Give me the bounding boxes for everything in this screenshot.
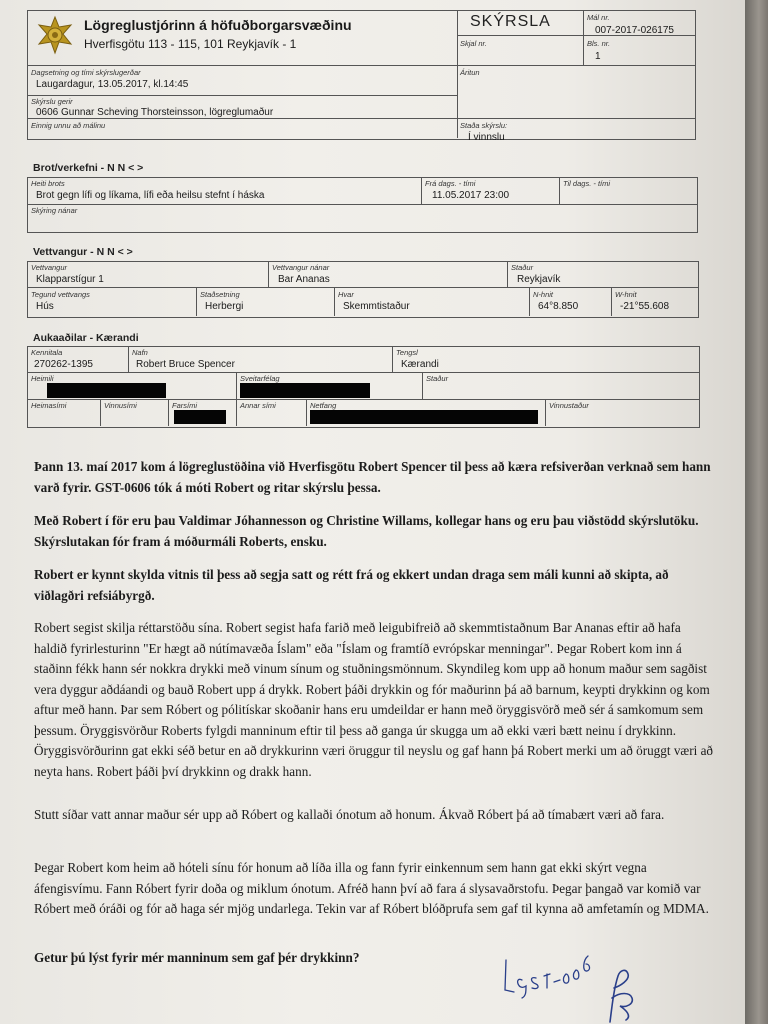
- redacted-email: [310, 410, 538, 424]
- relation-label: Tengsl: [396, 348, 418, 357]
- email-label: Netfang: [310, 401, 337, 410]
- location-value: Klapparstígur 1: [36, 274, 104, 285]
- report-date: Laugardagur, 13.05.2017, kl.14:45: [36, 79, 189, 90]
- handwritten-initials: [500, 940, 600, 1002]
- from-date: 11.05.2017 23:00: [432, 190, 510, 201]
- report-author: 0606 Gunnar Scheving Thorsteinsson, lögreglumaður: [36, 107, 274, 118]
- date-label: Dagsetning og tími skýrslugerðar: [31, 68, 141, 77]
- page-edge: [745, 0, 768, 1024]
- name-label: Nafn: [132, 348, 148, 357]
- from-date-label: Frá dags. - tími: [425, 179, 476, 188]
- redacted-address: [47, 383, 166, 398]
- paragraph-attendees: Með Robert í för eru þau Valdimar Jóhannesson og Christine Willams, kollegar hans og eru þau viðstödd skýrslutöku. Skýrslutakan fór fram á móðurmáli Roberts, ensku.: [34, 513, 699, 549]
- municipality-label: Sveitarfélag: [240, 374, 280, 383]
- page-number: 1: [595, 51, 601, 62]
- position-value: Herbergi: [205, 301, 244, 312]
- location-section-title: Vettvangur - N N < >: [33, 246, 133, 258]
- north-coordinate-label: N-hnit: [533, 290, 554, 299]
- document-type: SKÝRSLA: [470, 13, 551, 30]
- address-label: Heimili: [31, 374, 54, 383]
- home-phone-label: Heimasími: [31, 401, 67, 410]
- location-detail: Bar Ananas: [278, 274, 330, 285]
- case-number: 007-2017-026175: [595, 25, 674, 36]
- position-label: Staðsetning: [200, 290, 240, 299]
- endorsement-label: Áritun: [460, 68, 480, 77]
- paragraph-departure: Stutt síðar vatt annar maður sér upp að Róbert og kallaði ónotum að honum. Ákvað Róbert þá að tímabært væri að fara.: [34, 807, 665, 822]
- west-coordinate: -21°55.608: [620, 301, 670, 312]
- handwritten-signature: [590, 958, 650, 1024]
- to-date-label: Til dags. - tími: [563, 179, 611, 188]
- location-type: Hús: [36, 301, 54, 312]
- paragraph-witness-duty: Robert er kynnt skylda vitnis til þess að segja satt og rétt frá og ekkert undan draga sem máli kunni að skipta, að viðlagðri refsiábyrgð.: [34, 567, 669, 603]
- other-phone-label: Annar sími: [240, 401, 276, 410]
- offence-name: Brot gegn lífi og líkama, lífi eða heilsu stefnt í háska: [36, 190, 265, 201]
- agency-name: Lögreglustjórinn á höfuðborgarsvæðinu: [84, 17, 352, 33]
- mobile-label: Farsími: [172, 401, 197, 410]
- location-label: Vettvangur: [31, 263, 67, 272]
- redacted-municipality: [240, 383, 370, 398]
- where-value: Skemmtistaður: [343, 301, 410, 312]
- paragraph-statement: Robert segist skilja réttarstöðu sína. Robert segist hafa farið með leigubifreið að skemmtistaðnum Bar Ananas eftir að hafa haldið fyrirlesturinn "Er hægt að nútímavæða Íslam" eða "Íslam og framtíð evrópskar menningar". Þegar Robert kom inn á staðinn fékk hann sér nokkra drykki með vinum sínum og stuðningsmönnum. Skyndileg kom upp að honum maður sem sagðist vera dyggur aðdáandi og bauð Robert upp á drykk. Robert þáði drykkin og fór maðurinn þá að barnum, keypti drykkinn og kom aftur með hann. Þar sem Róbert og pólitískar skoðanir hans eru umdeildar er hann með öryggisvörð með sér á samkomum sem þessum. Öryggisvörður Roberts fylgdi manninum eftir til þess að ganga úr skugga um að ekki væri bætt neinu í drykkinn. Öryggisvörðurinn gat ekki séð betur en að drykkurinn væri öruggur til neyslu og gaf hann þá Robert merki um að öruggt væri að neyta hans. Robert þáði því drykkinn og drakk hann.: [34, 620, 714, 779]
- place-value: Reykjavík: [517, 274, 561, 285]
- case-number-label: Mál nr.: [587, 13, 610, 22]
- redacted-mobile: [174, 410, 226, 424]
- workplace-label: Vinnustaður: [549, 401, 589, 410]
- north-coordinate: 64°8.850: [538, 301, 579, 312]
- paragraph-question: Getur þú lýst fyrir mér manninum sem gaf þér drykkinn?: [34, 950, 360, 965]
- others-label: Einnig unnu að málinu: [31, 121, 106, 130]
- location-detail-label: Vettvangur nánar: [272, 263, 330, 272]
- status-label: Staða skýrslu:: [460, 121, 508, 130]
- relation-value: Kærandi: [401, 359, 439, 370]
- parties-place-label: Staður: [426, 374, 449, 383]
- agency-address: Hverfisgötu 113 - 115, 101 Reykjavík - 1: [84, 37, 297, 51]
- west-coordinate-label: W-hnit: [615, 290, 637, 299]
- offence-section-title: Brot/verkefni - N N < >: [33, 162, 144, 174]
- paragraph-intro: Þann 13. maí 2017 kom á lögreglustöðina við Hverfisgötu Robert Spencer til þess að kæra refsiverðan verknað sem hann varð fyrir. GST-0606 tók á móti Robert og ritar skýrslu þessa.: [34, 459, 711, 495]
- where-label: Hvar: [338, 290, 354, 299]
- explanation-label: Skýring nánar: [31, 206, 78, 215]
- report-status: Í vinnslu: [468, 132, 505, 143]
- document-number-label: Skjal nr.: [460, 39, 487, 48]
- id-number: 270262-1395: [34, 359, 93, 370]
- offence-name-label: Heiti brots: [31, 179, 65, 188]
- place-label: Staður: [511, 263, 534, 272]
- paragraph-hospital: Þegar Robert kom heim að hóteli sínu fór honum að líða illa og fann fyrir einkennum sem hann gat ekki skýrt vegna áfengisvímu. Fann Róbert fyrir doða og miklum ónotum. Afréð hann því að fara á slysavaðrstofu. Þegar þangað var komið var Róbert með óráði og fór að haga sér mjög undarlega. Tekin var af Róbert blóðprufa sem gaf til kynna að amfetamín og MDMA.: [34, 860, 709, 916]
- complainant-name: Robert Bruce Spencer: [136, 359, 235, 370]
- parties-section-title: Aukaaðilar - Kærandi: [33, 332, 139, 344]
- location-type-label: Tegund vettvangs: [31, 290, 90, 299]
- id-number-label: Kennitala: [31, 348, 63, 357]
- page-number-label: Bls. nr.: [587, 39, 611, 48]
- police-badge-icon: [36, 15, 74, 55]
- work-phone-label: Vinnusími: [104, 401, 137, 410]
- author-label: Skýrslu gerir: [31, 97, 73, 106]
